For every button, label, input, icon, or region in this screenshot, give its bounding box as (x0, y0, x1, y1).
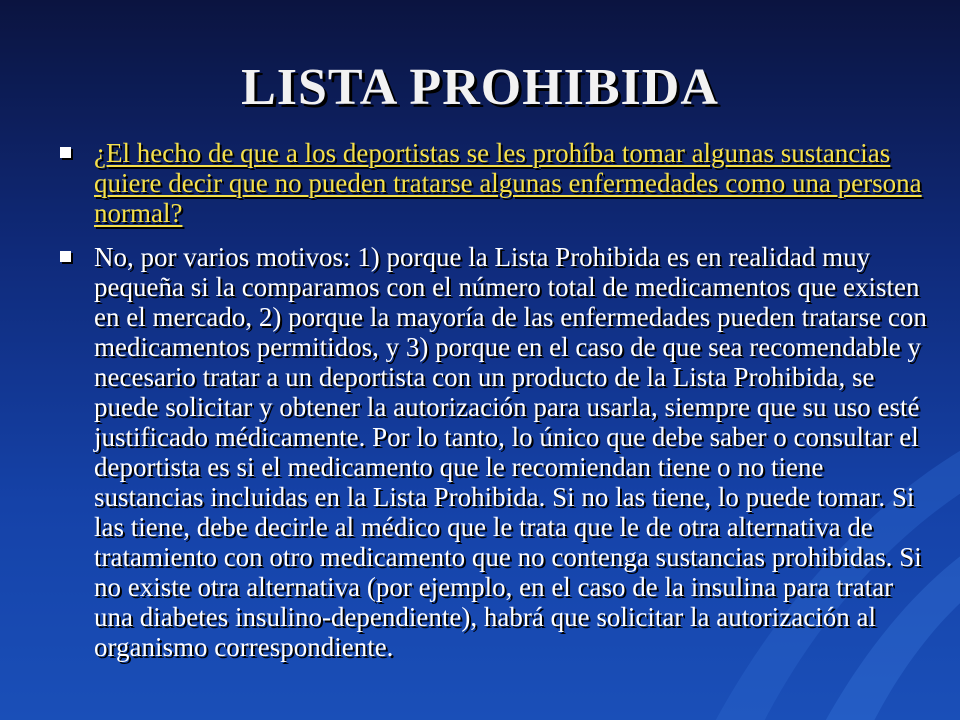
square-bullet-icon (60, 251, 71, 262)
bullet-answer (58, 242, 934, 662)
bullet-question[interactable] (58, 138, 934, 228)
answer-text: No, por varios motivos: 1) porque la Lista Prohibida es en realidad muy pequeña si la comparamos con el número total de medicamentos que existen en el mercado, 2) porque la mayoría de las enfermedades pueden tratarse con medicamentos permitidos, y 3) porque en el caso de que sea recomendable y necesario tratar a un deportista con un producto de la Lista Prohibida, se puede solicitar y obtener la autorización para usarla, siempre que su uso esté justificado médicamente. Por lo tanto, lo único que debe saber o consultar el deportista es si el medicamento que le recomiendan tiene o no tiene sustancias incluidas en la Lista Prohibida. Si no las tiene, lo puede tomar. Si las tiene, debe decirle al médico que le trata que le de otra alternativa de tratamiento con otro medicamento que no contenga sustancias prohibidas. Si no existe otra alternativa (por ejemplo, en el caso de la insulina para tratar una diabetes insulino-dependiente), habrá que solicitar la autorización al organismo correspondiente. (94, 242, 927, 662)
question-link[interactable]: ¿El hecho de que a los deportistas se les prohíba tomar algunas sustancias quiere decir que no pueden tratarse algunas enfermedades como una persona normal? (94, 138, 922, 228)
bullet-list (58, 138, 934, 676)
slide-title: LISTA PROHIBIDA (241, 59, 719, 116)
square-bullet-icon (60, 147, 71, 158)
